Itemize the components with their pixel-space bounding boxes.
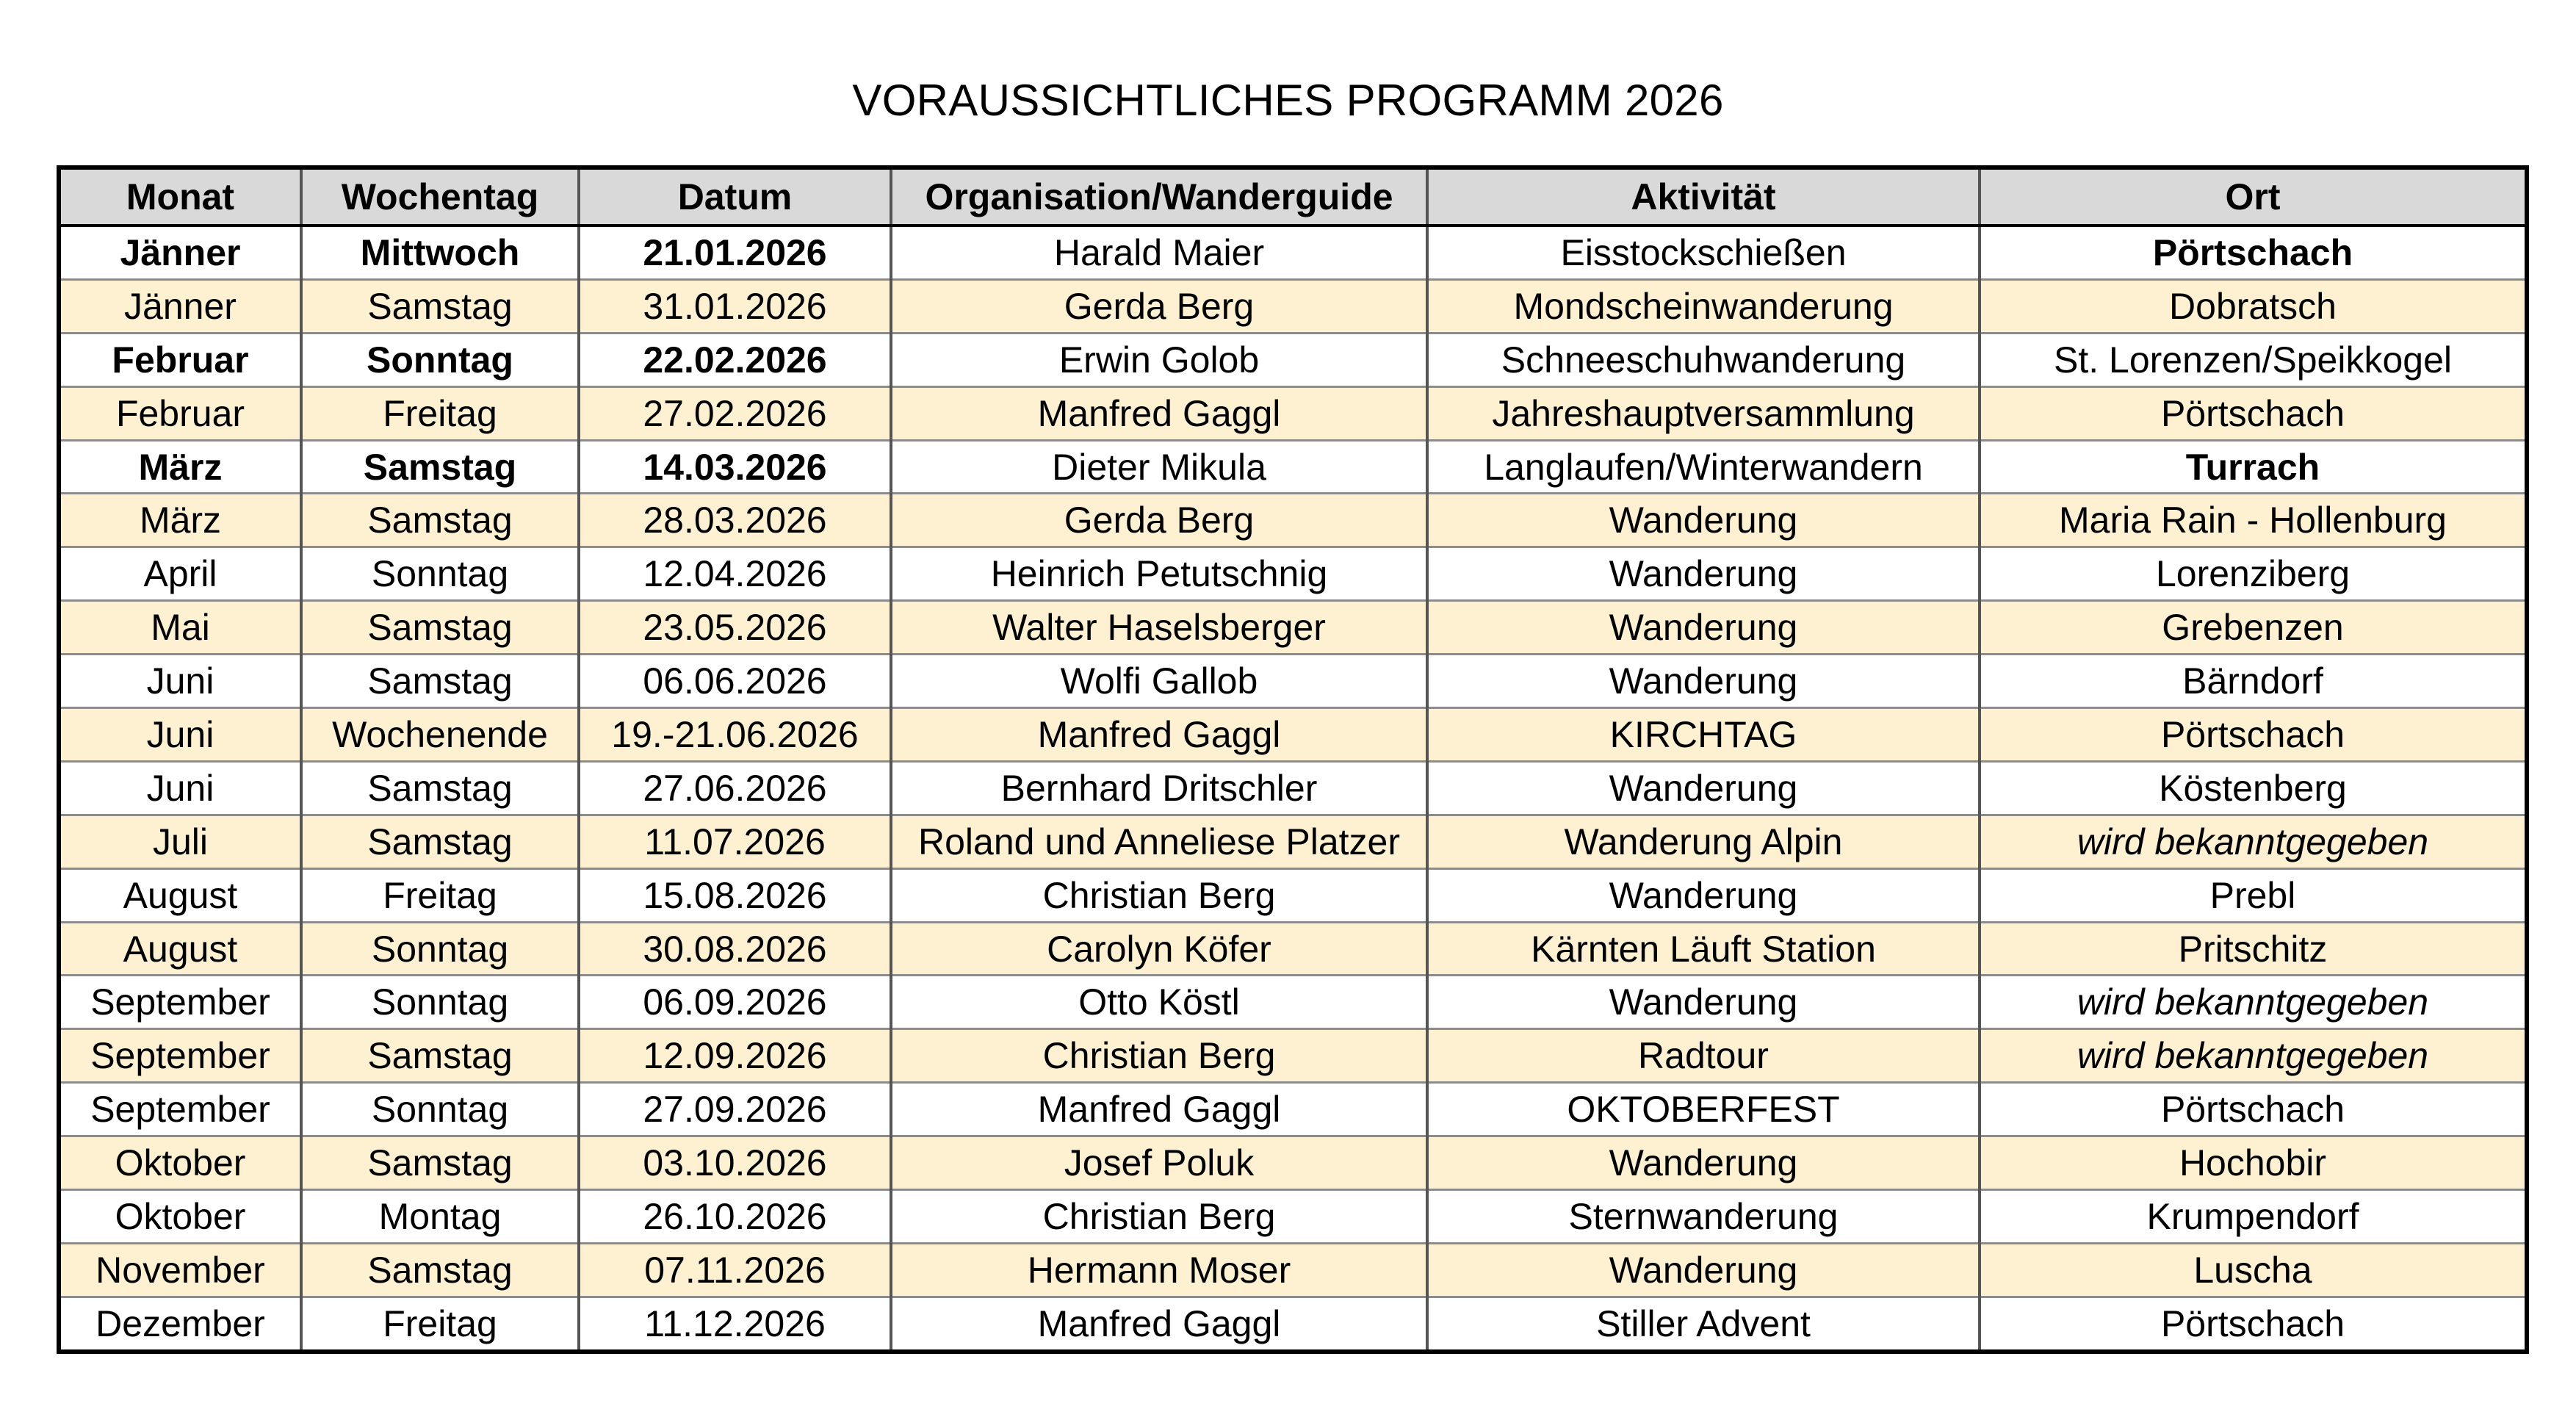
cell-wochentag: Samstag bbox=[301, 761, 579, 815]
table-row bbox=[59, 976, 2527, 1029]
cell-aktivitaet: Wanderung bbox=[1427, 547, 1980, 601]
cell-ort: St. Lorenzen/Speikkogel bbox=[1980, 333, 2527, 386]
cell-wochentag: Samstag bbox=[301, 279, 579, 333]
cell-organisation: Carolyn Köfer bbox=[891, 922, 1427, 976]
table-row bbox=[59, 1297, 2527, 1351]
table-row bbox=[59, 1029, 2527, 1083]
cell-monat: November bbox=[59, 1243, 301, 1297]
table-row bbox=[59, 1136, 2527, 1190]
cell-monat: Oktober bbox=[59, 1136, 301, 1190]
cell-aktivitaet: Eisstockschießen bbox=[1427, 226, 1980, 279]
table-row bbox=[59, 868, 2527, 922]
cell-datum: 15.08.2026 bbox=[579, 868, 891, 922]
table-row bbox=[59, 279, 2527, 333]
cell-datum: 19.-21.06.2026 bbox=[579, 708, 891, 762]
cell-monat: Februar bbox=[59, 386, 301, 440]
table-row bbox=[59, 547, 2527, 601]
cell-ort: Pörtschach bbox=[1980, 1297, 2527, 1351]
cell-ort: Köstenberg bbox=[1980, 761, 2527, 815]
cell-monat: Jänner bbox=[59, 279, 301, 333]
cell-ort: Grebenzen bbox=[1980, 601, 2527, 655]
cell-organisation: Gerda Berg bbox=[891, 279, 1427, 333]
cell-monat: Juni bbox=[59, 761, 301, 815]
cell-wochentag: Samstag bbox=[301, 1243, 579, 1297]
cell-aktivitaet: Langlaufen/Winterwandern bbox=[1427, 440, 1980, 494]
cell-ort: Pritschitz bbox=[1980, 922, 2527, 976]
cell-aktivitaet: Wanderung Alpin bbox=[1427, 815, 1980, 868]
table-row bbox=[59, 922, 2527, 976]
cell-datum: 12.04.2026 bbox=[579, 547, 891, 601]
table-row bbox=[59, 761, 2527, 815]
cell-aktivitaet: Wanderung bbox=[1427, 976, 1980, 1029]
cell-organisation: Hermann Moser bbox=[891, 1243, 1427, 1297]
cell-wochentag: Samstag bbox=[301, 440, 579, 494]
cell-wochentag: Samstag bbox=[301, 1136, 579, 1190]
cell-monat: September bbox=[59, 976, 301, 1029]
cell-organisation: Dieter Mikula bbox=[891, 440, 1427, 494]
table-row bbox=[59, 440, 2527, 494]
cell-datum: 30.08.2026 bbox=[579, 922, 891, 976]
table-row bbox=[59, 655, 2527, 708]
cell-monat: August bbox=[59, 868, 301, 922]
cell-datum: 27.06.2026 bbox=[579, 761, 891, 815]
cell-aktivitaet: KIRCHTAG bbox=[1427, 708, 1980, 762]
cell-organisation: Christian Berg bbox=[891, 1029, 1427, 1083]
cell-datum: 06.09.2026 bbox=[579, 976, 891, 1029]
table-body bbox=[59, 226, 2527, 1352]
cell-wochentag: Samstag bbox=[301, 601, 579, 655]
cell-ort: Dobratsch bbox=[1980, 279, 2527, 333]
cell-aktivitaet: Wanderung bbox=[1427, 655, 1980, 708]
cell-organisation: Bernhard Dritschler bbox=[891, 761, 1427, 815]
table-row bbox=[59, 1243, 2527, 1297]
cell-organisation: Christian Berg bbox=[891, 1190, 1427, 1244]
cell-wochentag: Freitag bbox=[301, 1297, 579, 1351]
cell-organisation: Manfred Gaggl bbox=[891, 1297, 1427, 1351]
cell-wochentag: Mittwoch bbox=[301, 226, 579, 279]
cell-ort: wird bekanntgegeben bbox=[1980, 1029, 2527, 1083]
table-row bbox=[59, 1083, 2527, 1136]
cell-wochentag: Samstag bbox=[301, 655, 579, 708]
cell-aktivitaet: Wanderung bbox=[1427, 761, 1980, 815]
cell-ort: Lorenziberg bbox=[1980, 547, 2527, 601]
cell-ort: Pörtschach bbox=[1980, 226, 2527, 279]
cell-datum: 12.09.2026 bbox=[579, 1029, 891, 1083]
cell-aktivitaet: Wanderung bbox=[1427, 1243, 1980, 1297]
cell-monat: Dezember bbox=[59, 1297, 301, 1351]
cell-aktivitaet: Wanderung bbox=[1427, 494, 1980, 547]
cell-wochentag: Sonntag bbox=[301, 547, 579, 601]
cell-ort: Pörtschach bbox=[1980, 1083, 2527, 1136]
cell-ort: Turrach bbox=[1980, 440, 2527, 494]
cell-organisation: Wolfi Gallob bbox=[891, 655, 1427, 708]
cell-ort: Pörtschach bbox=[1980, 386, 2527, 440]
cell-aktivitaet: Stiller Advent bbox=[1427, 1297, 1980, 1351]
cell-wochentag: Sonntag bbox=[301, 333, 579, 386]
cell-organisation: Roland und Anneliese Platzer bbox=[891, 815, 1427, 868]
cell-monat: September bbox=[59, 1029, 301, 1083]
cell-ort: Krumpendorf bbox=[1980, 1190, 2527, 1244]
cell-aktivitaet: Sternwanderung bbox=[1427, 1190, 1980, 1244]
cell-wochentag: Freitag bbox=[301, 386, 579, 440]
cell-aktivitaet: Kärnten Läuft Station bbox=[1427, 922, 1980, 976]
table-row bbox=[59, 386, 2527, 440]
cell-organisation: Manfred Gaggl bbox=[891, 708, 1427, 762]
table-row bbox=[59, 601, 2527, 655]
cell-monat: März bbox=[59, 494, 301, 547]
table-row bbox=[59, 333, 2527, 386]
cell-datum: 22.02.2026 bbox=[579, 333, 891, 386]
cell-ort: wird bekanntgegeben bbox=[1980, 815, 2527, 868]
page-title: VORAUSSICHTLICHES PROGRAMM 2026 bbox=[852, 76, 1724, 125]
header-row bbox=[59, 167, 2527, 226]
table-row bbox=[59, 708, 2527, 762]
cell-wochentag: Samstag bbox=[301, 1029, 579, 1083]
cell-ort: Hochobir bbox=[1980, 1136, 2527, 1190]
cell-datum: 14.03.2026 bbox=[579, 440, 891, 494]
cell-monat: Juni bbox=[59, 708, 301, 762]
cell-organisation: Erwin Golob bbox=[891, 333, 1427, 386]
cell-monat: September bbox=[59, 1083, 301, 1136]
cell-organisation: Gerda Berg bbox=[891, 494, 1427, 547]
cell-monat: August bbox=[59, 922, 301, 976]
cell-wochentag: Sonntag bbox=[301, 922, 579, 976]
table-row bbox=[59, 1190, 2527, 1244]
cell-datum: 23.05.2026 bbox=[579, 601, 891, 655]
cell-datum: 27.09.2026 bbox=[579, 1083, 891, 1136]
column-header-monat: Monat bbox=[59, 167, 301, 226]
cell-datum: 07.11.2026 bbox=[579, 1243, 891, 1297]
cell-organisation: Otto Köstl bbox=[891, 976, 1427, 1029]
cell-organisation: Heinrich Petutschnig bbox=[891, 547, 1427, 601]
cell-wochentag: Samstag bbox=[301, 815, 579, 868]
cell-datum: 06.06.2026 bbox=[579, 655, 891, 708]
cell-ort: Prebl bbox=[1980, 868, 2527, 922]
cell-aktivitaet: Wanderung bbox=[1427, 868, 1980, 922]
column-header-ort: Ort bbox=[1980, 167, 2527, 226]
cell-datum: 28.03.2026 bbox=[579, 494, 891, 547]
cell-ort: wird bekanntgegeben bbox=[1980, 976, 2527, 1029]
cell-monat: Februar bbox=[59, 333, 301, 386]
cell-datum: 21.01.2026 bbox=[579, 226, 891, 279]
cell-monat: Oktober bbox=[59, 1190, 301, 1244]
cell-monat: Jänner bbox=[59, 226, 301, 279]
table-header bbox=[59, 167, 2527, 226]
cell-monat: Juni bbox=[59, 655, 301, 708]
cell-monat: März bbox=[59, 440, 301, 494]
cell-organisation: Josef Poluk bbox=[891, 1136, 1427, 1190]
cell-monat: Juli bbox=[59, 815, 301, 868]
cell-datum: 26.10.2026 bbox=[579, 1190, 891, 1244]
cell-organisation: Manfred Gaggl bbox=[891, 386, 1427, 440]
cell-aktivitaet: Mondscheinwanderung bbox=[1427, 279, 1980, 333]
cell-organisation: Walter Haselsberger bbox=[891, 601, 1427, 655]
column-header-wochentag: Wochentag bbox=[301, 167, 579, 226]
cell-wochentag: Montag bbox=[301, 1190, 579, 1244]
table-row bbox=[59, 226, 2527, 279]
cell-datum: 11.12.2026 bbox=[579, 1297, 891, 1351]
cell-ort: Pörtschach bbox=[1980, 708, 2527, 762]
column-header-organisation: Organisation/Wanderguide bbox=[891, 167, 1427, 226]
cell-aktivitaet: OKTOBERFEST bbox=[1427, 1083, 1980, 1136]
cell-datum: 31.01.2026 bbox=[579, 279, 891, 333]
cell-ort: Maria Rain - Hollenburg bbox=[1980, 494, 2527, 547]
cell-ort: Luscha bbox=[1980, 1243, 2527, 1297]
cell-datum: 03.10.2026 bbox=[579, 1136, 891, 1190]
cell-wochentag: Samstag bbox=[301, 494, 579, 547]
cell-aktivitaet: Radtour bbox=[1427, 1029, 1980, 1083]
cell-aktivitaet: Schneeschuhwanderung bbox=[1427, 333, 1980, 386]
cell-organisation: Harald Maier bbox=[891, 226, 1427, 279]
cell-wochentag: Sonntag bbox=[301, 1083, 579, 1136]
cell-datum: 11.07.2026 bbox=[579, 815, 891, 868]
cell-ort: Bärndorf bbox=[1980, 655, 2527, 708]
cell-datum: 27.02.2026 bbox=[579, 386, 891, 440]
cell-aktivitaet: Jahreshauptversammlung bbox=[1427, 386, 1980, 440]
cell-wochentag: Freitag bbox=[301, 868, 579, 922]
cell-organisation: Christian Berg bbox=[891, 868, 1427, 922]
cell-aktivitaet: Wanderung bbox=[1427, 601, 1980, 655]
cell-wochentag: Sonntag bbox=[301, 976, 579, 1029]
cell-wochentag: Wochenende bbox=[301, 708, 579, 762]
table-row bbox=[59, 494, 2527, 547]
column-header-datum: Datum bbox=[579, 167, 891, 226]
column-header-aktivitaet: Aktivität bbox=[1427, 167, 1980, 226]
cell-monat: Mai bbox=[59, 601, 301, 655]
program-table bbox=[57, 165, 2529, 1354]
table-row bbox=[59, 815, 2527, 868]
cell-monat: April bbox=[59, 547, 301, 601]
cell-aktivitaet: Wanderung bbox=[1427, 1136, 1980, 1190]
cell-organisation: Manfred Gaggl bbox=[891, 1083, 1427, 1136]
